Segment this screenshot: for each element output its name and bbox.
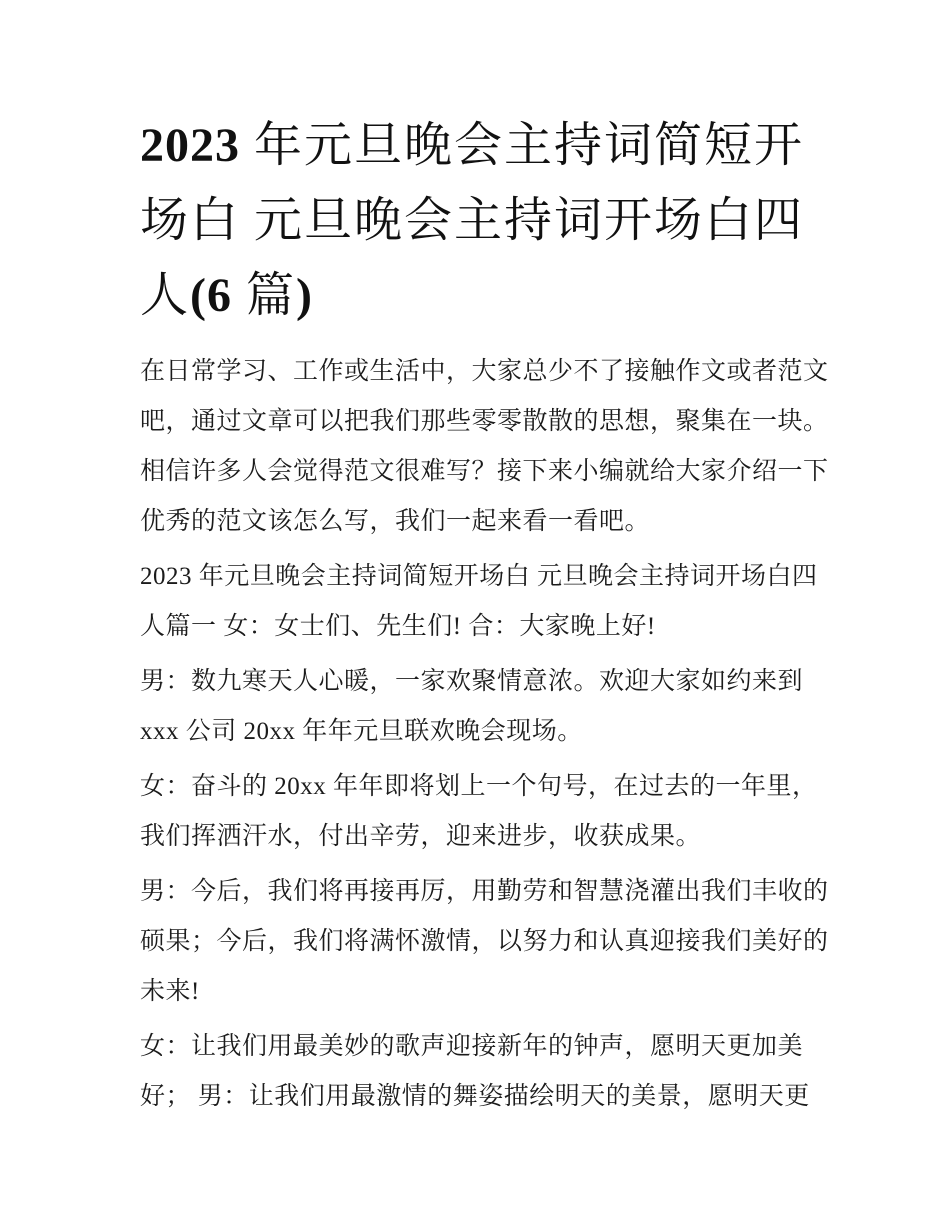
text-line: 优秀的范文该怎么写，我们一起来看一看吧。: [140, 508, 651, 535]
paragraph: [140, 867, 829, 1017]
text-line: 人篇一 女：女士们、先生们! 合：大家晚上好!: [140, 613, 656, 640]
text-line: 相信许多人会觉得范文很难写？接下来小编就给大家介绍一下: [140, 458, 829, 485]
title-segment: 人: [140, 269, 191, 322]
title-segment: 年元旦晚会主持词简短开: [240, 119, 805, 172]
paragraph: [140, 762, 820, 862]
text-line: 在日常学习、工作或生活中，大家总少不了接触作文或者范文: [140, 358, 829, 385]
text-line: 硕果；今后，我们将满怀激情，以努力和认真迎接我们美好的: [140, 928, 829, 955]
text-line: 未来!: [140, 978, 200, 1005]
text-line: 好； 男：让我们用最激情的舞姿描绘明天的美景，愿明天更: [140, 1083, 810, 1110]
paragraph: [140, 657, 820, 757]
title-segment: 篇: [232, 269, 297, 322]
document-title: [140, 108, 820, 333]
title-segment-bold: 2023: [140, 119, 240, 172]
text-line: xxx 公司 20xx 年年元旦联欢晚会现场。: [140, 718, 583, 745]
title-line: [140, 183, 820, 258]
text-line: 男：数九寒天人心暖，一家欢聚情意浓。欢迎大家如约来到: [140, 668, 804, 695]
text-line: 我们挥洒汗水，付出辛劳，迎来进步，收获成果。: [140, 823, 702, 850]
title-segment-bold: ): [296, 269, 313, 322]
title-segment-bold: (6: [190, 269, 232, 322]
text-line: 吧，通过文章可以把我们那些零零散散的思想，聚集在一块。: [140, 408, 829, 435]
paragraph: [140, 1022, 820, 1122]
title-line: [140, 108, 820, 183]
text-line: 女：让我们用最美妙的歌声迎接新年的钟声，愿明天更加美: [140, 1033, 804, 1060]
document-body: [140, 347, 829, 1122]
paragraph: [140, 552, 820, 652]
text-line: 2023 年元旦晚会主持词简短开场白 元旦晚会主持词开场白四: [140, 563, 818, 590]
title-segment: 场白 元旦晚会主持词开场白四: [140, 194, 805, 247]
text-line: 女：奋斗的 20xx 年年即将划上一个句号，在过去的一年里，: [140, 773, 818, 800]
paragraph: [140, 347, 829, 547]
title-line: [140, 258, 820, 333]
document-content: [140, 108, 829, 1127]
text-line: 男：今后，我们将再接再厉，用勤劳和智慧浇灌出我们丰收的: [140, 878, 829, 905]
